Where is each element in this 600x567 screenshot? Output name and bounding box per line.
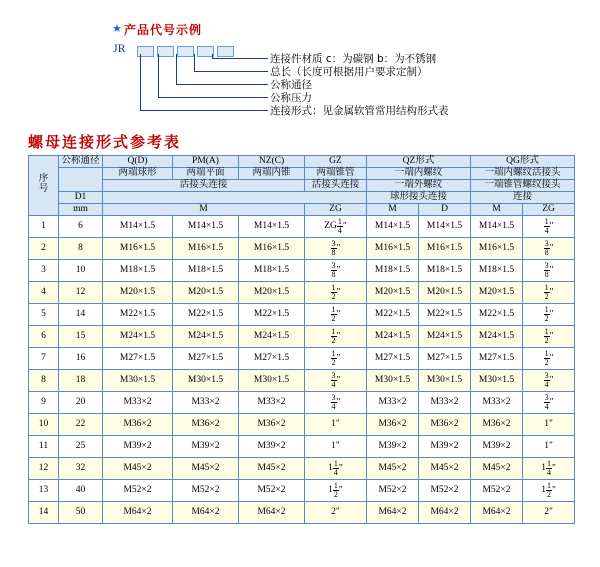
cell-q: M33×2 xyxy=(103,391,173,413)
cell-qz-d: M33×2 xyxy=(419,391,471,413)
cell-nz: M36×2 xyxy=(239,413,305,435)
table-row xyxy=(29,457,575,479)
cell-qg-m: M64×2 xyxy=(471,501,523,523)
table-row xyxy=(29,501,575,523)
cell-qg-m: M45×2 xyxy=(471,457,523,479)
cell-qg-m: M22×1.5 xyxy=(471,303,523,325)
cell-gz: 1 $\frac{1}{2}$ " xyxy=(305,479,367,501)
unit-m: M xyxy=(103,203,305,215)
cell-seq: 12 xyxy=(29,457,59,479)
cell-dn: 16 xyxy=(59,347,103,369)
cell-qg-zg: $\frac{1}{2}$ " xyxy=(523,281,575,303)
cell-dn: 40 xyxy=(59,479,103,501)
table-row xyxy=(29,413,575,435)
table-units-row xyxy=(29,203,575,215)
table-row xyxy=(29,325,575,347)
cell-seq: 7 xyxy=(29,347,59,369)
cell-qg-m: M16×1.5 xyxy=(471,237,523,259)
cell-dn: 32 xyxy=(59,457,103,479)
header-cn-qg: 一端内螺纹活接头 xyxy=(471,167,575,179)
cell-nz: M22×1.5 xyxy=(239,303,305,325)
header-group-gz: GZ xyxy=(305,156,367,168)
cell-nz: M20×1.5 xyxy=(239,281,305,303)
cell-dn: 10 xyxy=(59,259,103,281)
cell-gz: 1" xyxy=(305,413,367,435)
unit-zg: ZG xyxy=(305,203,367,215)
cell-qz-m: M22×1.5 xyxy=(367,303,419,325)
cell-q: M27×1.5 xyxy=(103,347,173,369)
cell-qg-zg: 1 $\frac{1}{2}$ " xyxy=(523,479,575,501)
nut-connection-table xyxy=(28,155,575,524)
cell-qz-m: M36×2 xyxy=(367,413,419,435)
cell-gz: 1 $\frac{1}{4}$ " xyxy=(305,457,367,479)
cell-q: M18×1.5 xyxy=(103,259,173,281)
cell-nz: M45×2 xyxy=(239,457,305,479)
cell-qg-m: M30×1.5 xyxy=(471,369,523,391)
cell-q: M14×1.5 xyxy=(103,215,173,237)
header-group-qg: QG形式 xyxy=(471,156,575,168)
cell-seq: 1 xyxy=(29,215,59,237)
header-blank xyxy=(103,191,367,203)
legend-title: 产品代号示例 xyxy=(124,23,203,37)
cell-nz: M16×1.5 xyxy=(239,237,305,259)
table-row xyxy=(29,237,575,259)
cell-qg-zg: 1" xyxy=(523,435,575,457)
cell-qg-zg: 1" xyxy=(523,413,575,435)
cell-qz-d: M20×1.5 xyxy=(419,281,471,303)
cell-nz: M27×1.5 xyxy=(239,347,305,369)
header-group-q: Q(D) xyxy=(103,156,173,168)
cell-qz-d: M64×2 xyxy=(419,501,471,523)
cell-seq: 13 xyxy=(29,479,59,501)
header-seq: 序 号 xyxy=(29,156,59,216)
header-cn-union-left: 活接头连接 xyxy=(103,179,305,191)
legend-label-pressure: 公称压力 xyxy=(270,92,312,104)
cell-nz: M30×1.5 xyxy=(239,369,305,391)
cell-qz-d: M30×1.5 xyxy=(419,369,471,391)
cell-pm: M27×1.5 xyxy=(173,347,239,369)
cell-qg-zg: $\frac{3}{4}$ " xyxy=(523,369,575,391)
cell-q: M30×1.5 xyxy=(103,369,173,391)
table-row xyxy=(29,259,575,281)
header-group-qz: QZ形式 xyxy=(367,156,471,168)
cell-gz: $\frac{1}{2}$ " xyxy=(305,325,367,347)
cell-dn: 8 xyxy=(59,237,103,259)
header-cn-gz: 两端锥管 xyxy=(305,167,367,179)
unit-qz-d: D xyxy=(419,203,471,215)
cell-q: M20×1.5 xyxy=(103,281,173,303)
table-row xyxy=(29,435,575,457)
cell-seq: 2 xyxy=(29,237,59,259)
star-icon: ★ xyxy=(112,23,122,35)
cell-nz: M18×1.5 xyxy=(239,259,305,281)
header-cn-q: 两端球形 xyxy=(103,167,173,179)
header-cn-union-gz: 活接头连接 xyxy=(305,179,367,191)
cell-qz-m: M27×1.5 xyxy=(367,347,419,369)
cell-dn: 18 xyxy=(59,369,103,391)
cell-qg-zg: $\frac{1}{2}$ " xyxy=(523,325,575,347)
cell-gz: $\frac{1}{2}$ " xyxy=(305,281,367,303)
legend-label-material: 连接件材质 c：为碳钢 b：为不锈钢 xyxy=(270,53,437,65)
cell-gz: $\frac{3}{8}$ " xyxy=(305,259,367,281)
cell-qg-m: M36×2 xyxy=(471,413,523,435)
cell-q: M52×2 xyxy=(103,479,173,501)
cell-qz-m: M20×1.5 xyxy=(367,281,419,303)
cell-q: M24×1.5 xyxy=(103,325,173,347)
cell-qz-m: M18×1.5 xyxy=(367,259,419,281)
cell-seq: 8 xyxy=(29,369,59,391)
cell-dn: 15 xyxy=(59,325,103,347)
table-header-row xyxy=(29,179,575,191)
table-row xyxy=(29,281,575,303)
section-title: 螺母连接形式参考表 xyxy=(28,134,182,151)
cell-nz: M39×2 xyxy=(239,435,305,457)
cell-qz-m: M45×2 xyxy=(367,457,419,479)
cell-qz-m: M52×2 xyxy=(367,479,419,501)
unit-qg-m: M xyxy=(471,203,523,215)
cell-qz-m: M33×2 xyxy=(367,391,419,413)
cell-pm: M30×1.5 xyxy=(173,369,239,391)
cell-gz: 2" xyxy=(305,501,367,523)
cell-pm: M52×2 xyxy=(173,479,239,501)
cell-qg-zg: $\frac{1}{2}$ " xyxy=(523,347,575,369)
legend-label-type: 连接形式：见金属软管常用结构形式表 xyxy=(270,105,449,117)
cell-dn: 25 xyxy=(59,435,103,457)
cell-gz: $\frac{1}{2}$ " xyxy=(305,303,367,325)
table-header-row xyxy=(29,167,575,179)
cell-gz: 1" xyxy=(305,435,367,457)
legend-label-length: 总长（长度可根据用户要求定制） xyxy=(270,66,428,78)
unit-qg-zg: ZG xyxy=(523,203,575,215)
cell-q: M22×1.5 xyxy=(103,303,173,325)
cell-seq: 3 xyxy=(29,259,59,281)
cell-qz-m: M14×1.5 xyxy=(367,215,419,237)
cell-dn: 50 xyxy=(59,501,103,523)
cell-qg-zg: 1 $\frac{1}{4}$ " xyxy=(523,457,575,479)
cell-qz-m: M24×1.5 xyxy=(367,325,419,347)
cell-qz-m: M39×2 xyxy=(367,435,419,457)
cell-pm: M14×1.5 xyxy=(173,215,239,237)
table-row xyxy=(29,347,575,369)
cell-qg-zg: $\frac{1}{4}$ " xyxy=(523,215,575,237)
cell-q: M45×2 xyxy=(103,457,173,479)
cell-seq: 5 xyxy=(29,303,59,325)
cell-nz: M14×1.5 xyxy=(239,215,305,237)
cell-pm: M33×2 xyxy=(173,391,239,413)
cell-seq: 14 xyxy=(29,501,59,523)
cell-qg-zg: $\frac{3}{8}$ " xyxy=(523,259,575,281)
cell-qg-m: M33×2 xyxy=(471,391,523,413)
cell-pm: M64×2 xyxy=(173,501,239,523)
cell-qz-d: M39×2 xyxy=(419,435,471,457)
cell-seq: 4 xyxy=(29,281,59,303)
header-group-pm: PM(A) xyxy=(173,156,239,168)
cell-pm: M16×1.5 xyxy=(173,237,239,259)
cell-q: M36×2 xyxy=(103,413,173,435)
table-row xyxy=(29,479,575,501)
product-code-legend xyxy=(0,0,600,128)
unit-qz-m: M xyxy=(367,203,419,215)
cell-seq: 6 xyxy=(29,325,59,347)
cell-dn: 20 xyxy=(59,391,103,413)
cell-pm: M45×2 xyxy=(173,457,239,479)
cell-dn: 6 xyxy=(59,215,103,237)
cell-nz: M52×2 xyxy=(239,479,305,501)
leader-line xyxy=(140,54,268,111)
unit-mm: mm xyxy=(59,203,103,215)
cell-qz-d: M36×2 xyxy=(419,413,471,435)
cell-gz: $\frac{3}{4}$ " xyxy=(305,391,367,413)
cell-qz-d: M24×1.5 xyxy=(419,325,471,347)
cell-qz-d: M16×1.5 xyxy=(419,237,471,259)
table-row xyxy=(29,369,575,391)
header-cn-qz-2: 一端外螺纹 xyxy=(367,179,471,191)
cell-qg-m: M39×2 xyxy=(471,435,523,457)
legend-label-dn: 公称通径 xyxy=(270,79,312,91)
cell-pm: M39×2 xyxy=(173,435,239,457)
cell-qz-d: M18×1.5 xyxy=(419,259,471,281)
cell-qz-m: M30×1.5 xyxy=(367,369,419,391)
cell-dn: 12 xyxy=(59,281,103,303)
cell-qg-m: M27×1.5 xyxy=(471,347,523,369)
cell-qz-m: M16×1.5 xyxy=(367,237,419,259)
header-cn-nz: 两端内锥 xyxy=(239,167,305,179)
cell-qz-d: M27×1.5 xyxy=(419,347,471,369)
cell-q: M39×2 xyxy=(103,435,173,457)
cell-qg-m: M18×1.5 xyxy=(471,259,523,281)
cell-gz: ZG $\frac{1}{4}$ " xyxy=(305,215,367,237)
cell-qg-zg: $\frac{1}{2}$ " xyxy=(523,303,575,325)
table-row xyxy=(29,215,575,237)
header-cn-pm: 两端平面 xyxy=(173,167,239,179)
cell-qz-d: M22×1.5 xyxy=(419,303,471,325)
header-cn-qg-2: 一端锥管螺纹接头 xyxy=(471,179,575,191)
cell-gz: $\frac{3}{4}$ " xyxy=(305,369,367,391)
cell-qz-d: M45×2 xyxy=(419,457,471,479)
header-group-nz: NZ(C) xyxy=(239,156,305,168)
cell-qz-d: M14×1.5 xyxy=(419,215,471,237)
table-header-row xyxy=(29,191,575,203)
cell-q: M16×1.5 xyxy=(103,237,173,259)
cell-nz: M64×2 xyxy=(239,501,305,523)
table-row xyxy=(29,391,575,413)
cell-dn: 14 xyxy=(59,303,103,325)
cell-q: M64×2 xyxy=(103,501,173,523)
cell-qz-d: M52×2 xyxy=(419,479,471,501)
cell-dn: 22 xyxy=(59,413,103,435)
cell-gz: $\frac{1}{2}$ " xyxy=(305,347,367,369)
cell-seq: 11 xyxy=(29,435,59,457)
cell-nz: M24×1.5 xyxy=(239,325,305,347)
cell-gz: $\frac{3}{8}$ " xyxy=(305,237,367,259)
cell-pm: M18×1.5 xyxy=(173,259,239,281)
header-dn: 公称通径 xyxy=(59,156,103,168)
cell-qg-zg: $\frac{3}{4}$ " xyxy=(523,391,575,413)
code-prefix: JR xyxy=(113,41,126,55)
cell-pm: M20×1.5 xyxy=(173,281,239,303)
cell-pm: M36×2 xyxy=(173,413,239,435)
table-header-row xyxy=(29,156,575,168)
cell-qg-m: M20×1.5 xyxy=(471,281,523,303)
cell-qg-zg: $\frac{3}{8}$ " xyxy=(523,237,575,259)
cell-qg-m: M24×1.5 xyxy=(471,325,523,347)
cell-pm: M22×1.5 xyxy=(173,303,239,325)
cell-seq: 10 xyxy=(29,413,59,435)
cell-pm: M24×1.5 xyxy=(173,325,239,347)
header-d1: D1 xyxy=(59,191,103,203)
header-dn-sub xyxy=(59,167,103,191)
header-cn-qg-3: 连接 xyxy=(471,191,575,203)
header-cn-qz-3: 球形接头连接 xyxy=(367,191,471,203)
cell-seq: 9 xyxy=(29,391,59,413)
cell-qg-m: M14×1.5 xyxy=(471,215,523,237)
cell-qg-m: M52×2 xyxy=(471,479,523,501)
cell-qg-zg: 2" xyxy=(523,501,575,523)
cell-qz-m: M64×2 xyxy=(367,501,419,523)
header-cn-qz: 一端内螺纹 xyxy=(367,167,471,179)
cell-nz: M33×2 xyxy=(239,391,305,413)
table-row xyxy=(29,303,575,325)
